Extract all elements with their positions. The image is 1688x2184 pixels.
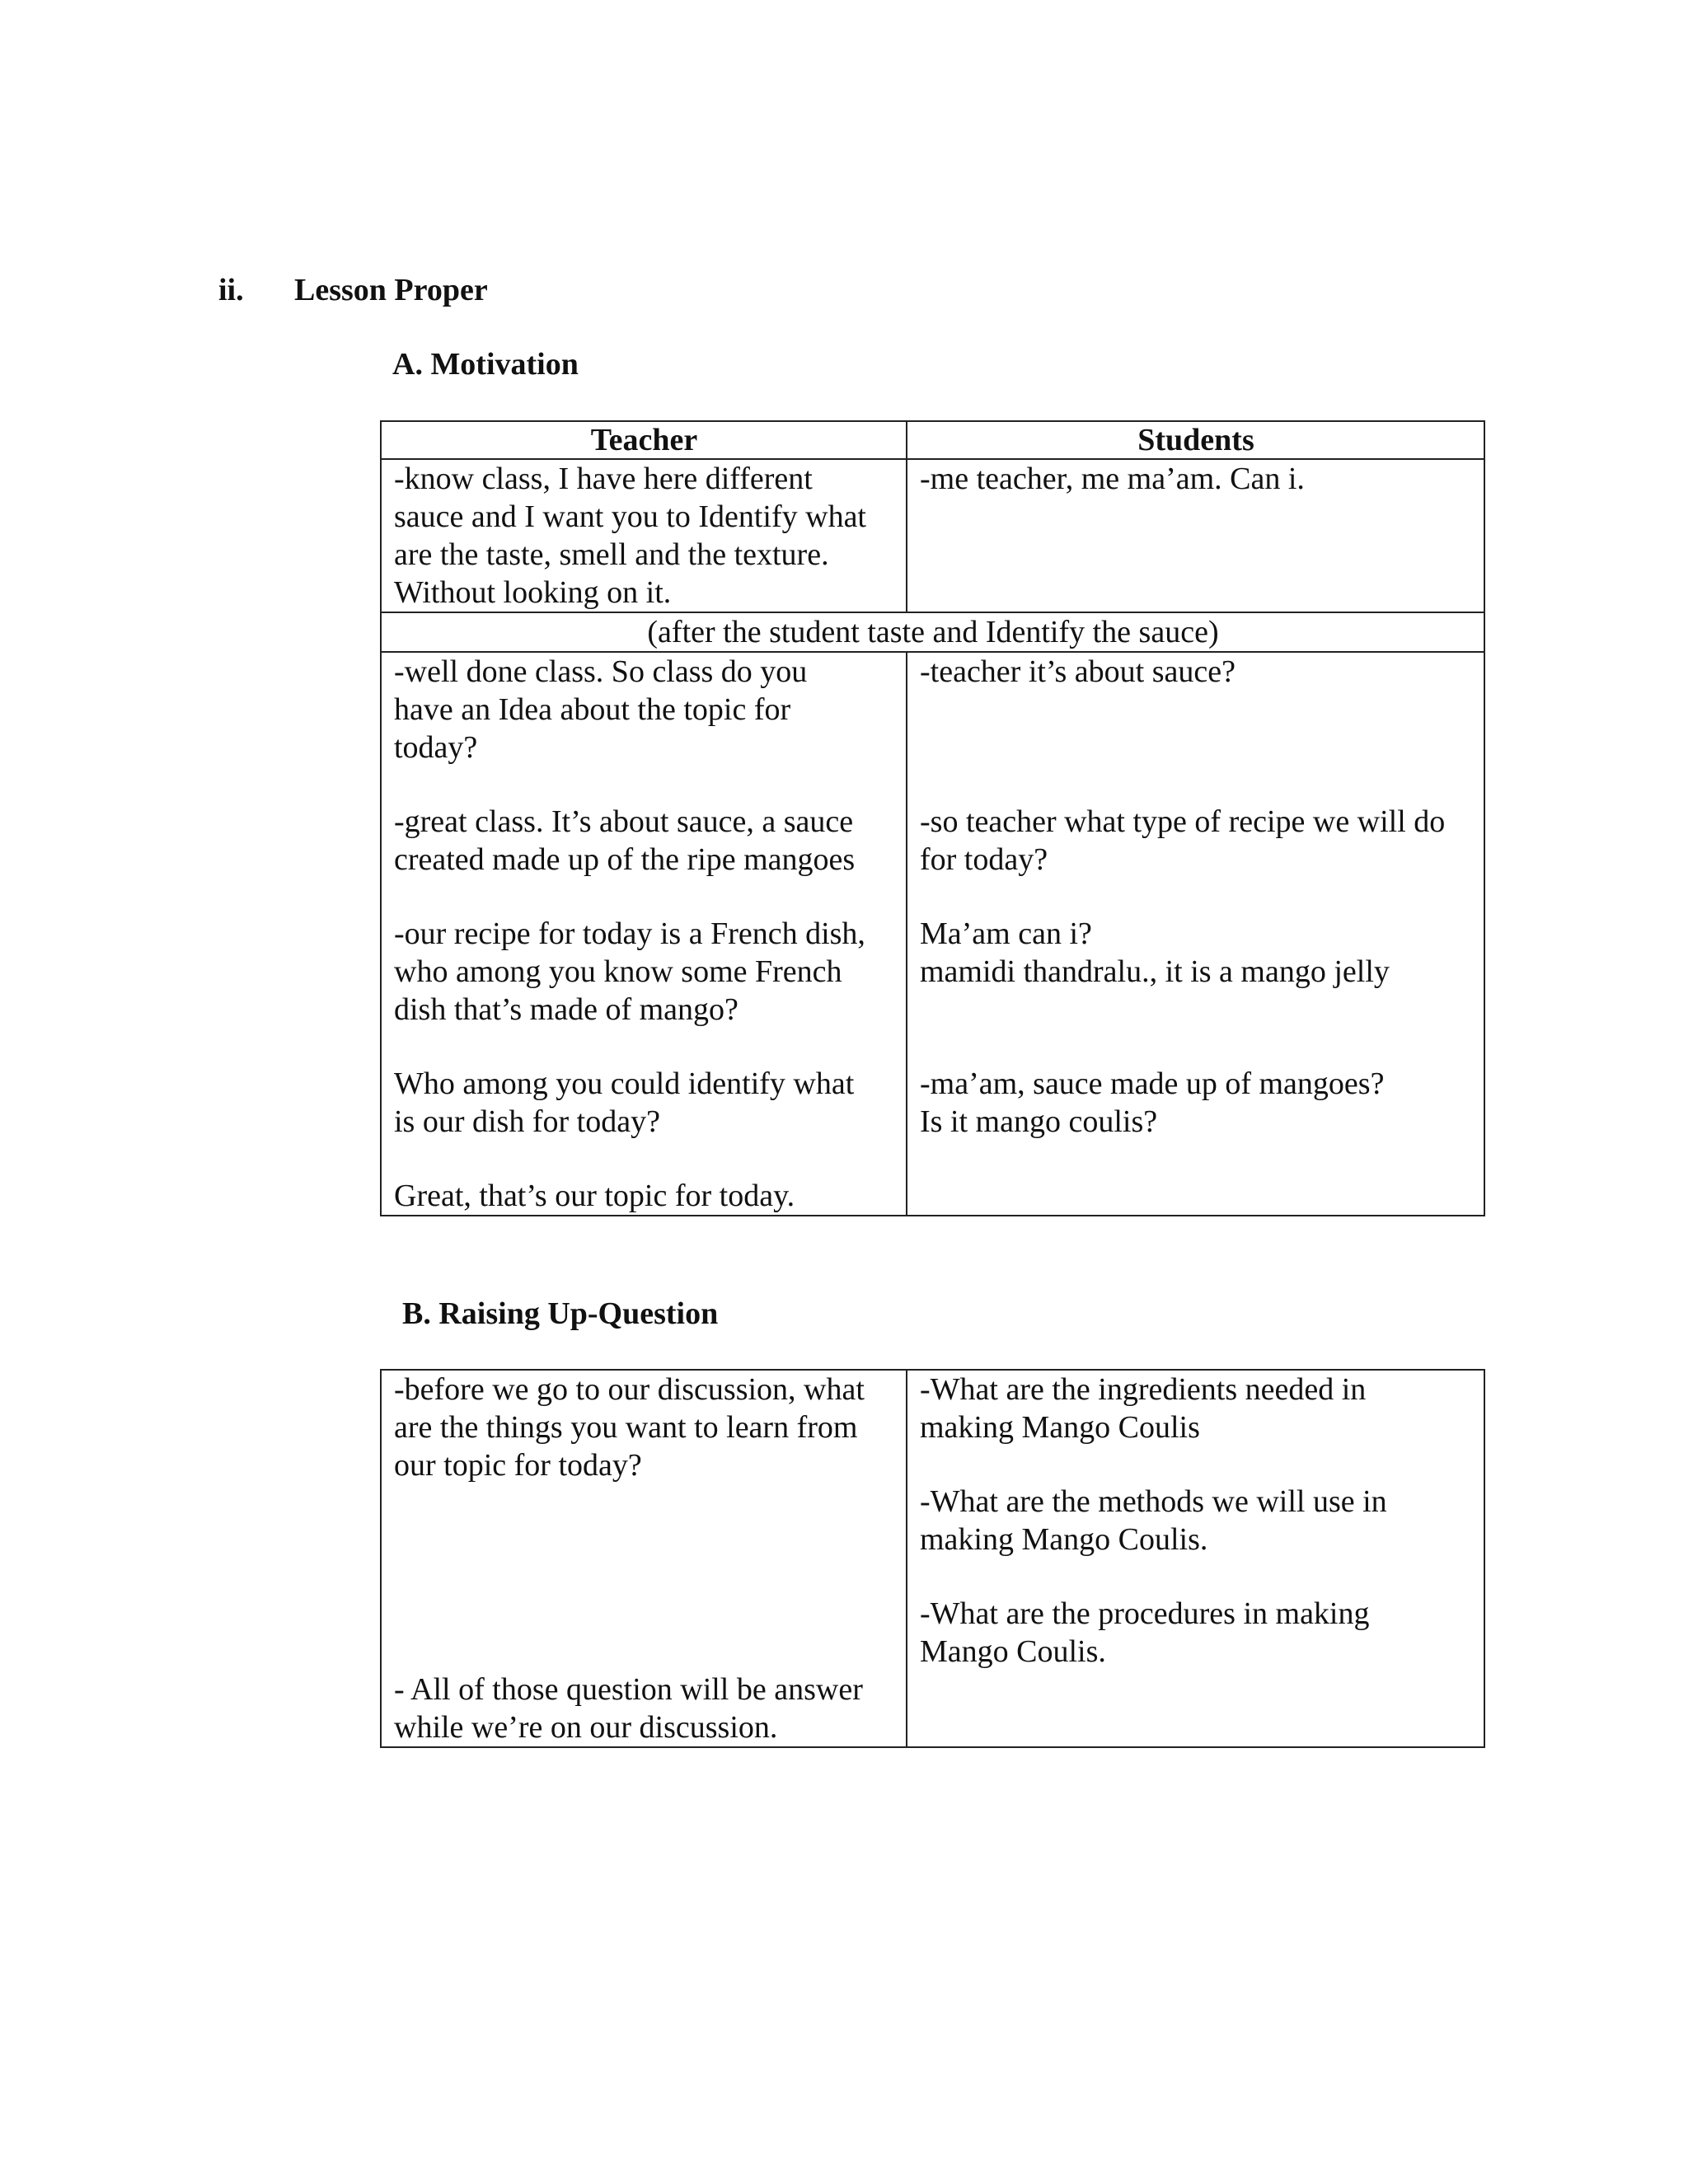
motivation-table [380, 420, 1485, 1216]
text-line: Ma’am can i? [920, 916, 1092, 951]
text-line: our topic for today? [394, 1448, 642, 1483]
text-line: -What are the procedures in making [920, 1596, 1370, 1631]
raising-row [381, 1370, 1484, 1747]
students-cell [907, 652, 1484, 1216]
motivation-row-1 [381, 459, 1484, 612]
text-line: mamidi thandralu., it is a mango jelly [920, 954, 1390, 989]
raising-question-table [380, 1369, 1485, 1748]
text-line: today? [394, 730, 478, 765]
text-line: making Mango Coulis. [920, 1522, 1208, 1557]
text-line: are the taste, smell and the texture. [394, 537, 829, 572]
teacher-block [394, 1177, 894, 1215]
text-line: -What are the ingredients needed in [920, 1372, 1367, 1407]
student-question [920, 1483, 1472, 1558]
text-line: Mango Coulis. [920, 1634, 1106, 1669]
student-question [920, 1595, 1472, 1671]
text-line: -What are the methods we will use in [920, 1484, 1387, 1519]
text-line: created made up of the ripe mangoes [394, 842, 856, 877]
teacher-cell [381, 1370, 907, 1747]
text-line: for today? [920, 842, 1048, 877]
student-block [920, 915, 1472, 1065]
students-cell [907, 459, 1484, 612]
teacher-block [394, 1065, 894, 1141]
text-line: -great class. It’s about sauce, a sauce [394, 804, 854, 839]
motivation-header-row [381, 421, 1484, 459]
text-line: is our dish for today? [394, 1104, 660, 1139]
text-line: Without looking on it. [394, 575, 672, 610]
student-block [920, 1065, 1472, 1141]
text-line: dish that’s made of mango? [394, 992, 738, 1027]
teacher-block [394, 653, 894, 766]
students-cell [907, 1370, 1484, 1747]
teacher-closing [394, 1671, 863, 1746]
raising-question-heading: B. Raising Up-Question [402, 1296, 719, 1331]
text-line: -so teacher what type of recipe we will do [920, 804, 1446, 839]
text-line: Who among you could identify what [394, 1066, 855, 1101]
text-line: -well done class. So class do you [394, 654, 808, 689]
text-line: -teacher it’s about sauce? [920, 654, 1236, 689]
text-line: while we’re on our discussion. [394, 1710, 778, 1745]
text-line: Is it mango coulis? [920, 1104, 1158, 1139]
section-title: Lesson Proper [294, 273, 488, 307]
text-line: -me teacher, me ma’am. Can i. [920, 462, 1305, 496]
activity-note: (after the student taste and Identify the sauce) [381, 612, 1484, 652]
section-number: ii. [218, 273, 244, 307]
text-line: sauce and I want you to Identify what [394, 499, 866, 534]
text-line: -our recipe for today is a French dish, [394, 916, 865, 951]
student-block [920, 653, 1472, 803]
text-line: -before we go to our discussion, what [394, 1372, 865, 1407]
teacher-block [394, 915, 894, 1029]
text-line: making Mango Coulis [920, 1410, 1200, 1445]
motivation-heading: A. Motivation [392, 347, 579, 382]
student-question [920, 1371, 1472, 1446]
teacher-cell [381, 652, 907, 1216]
motivation-note-row [381, 612, 1484, 652]
text-line: have an Idea about the topic for [394, 692, 791, 727]
text-line: who among you know some French [394, 954, 842, 989]
student-block [920, 803, 1472, 915]
teacher-cell [381, 459, 907, 612]
teacher-column-header: Teacher [381, 421, 907, 459]
text-line: -ma’am, sauce made up of mangoes? [920, 1066, 1385, 1101]
students-column-header: Students [907, 421, 1484, 459]
motivation-row-2 [381, 652, 1484, 1216]
text-line: -know class, I have here different [394, 462, 813, 496]
text-line: Great, that’s our topic for today. [394, 1179, 795, 1213]
teacher-block [394, 803, 894, 879]
text-line: - All of those question will be answer [394, 1672, 863, 1707]
text-line: are the things you want to learn from [394, 1410, 858, 1445]
